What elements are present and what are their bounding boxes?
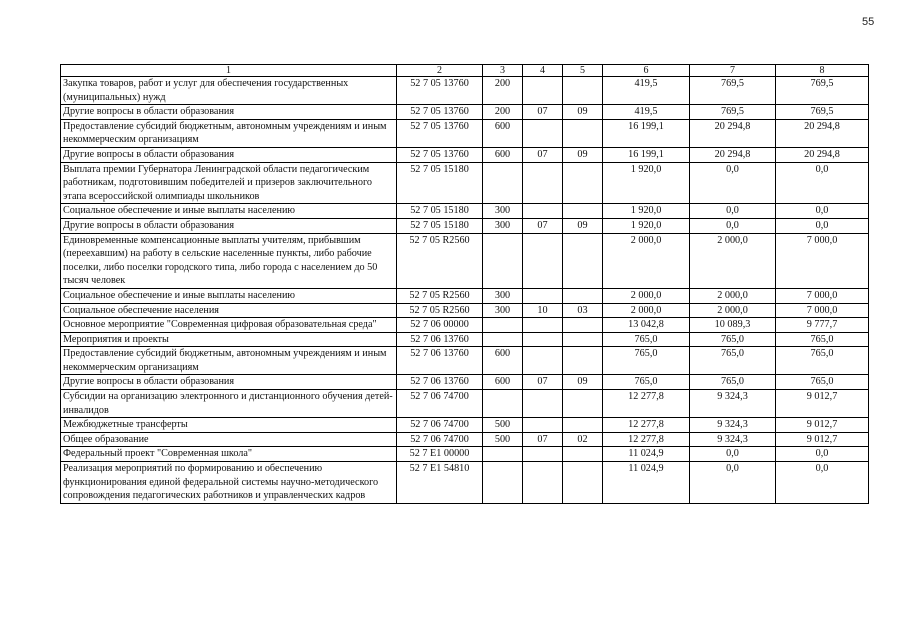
subsection-cell — [563, 204, 603, 219]
table-row — [61, 162, 869, 204]
section-cell: 07 — [523, 218, 563, 233]
target-article-cell: 52 7 05 R2560 — [397, 233, 483, 288]
amount-col8-cell: 9 012,7 — [776, 418, 869, 433]
amount-col7-cell: 0,0 — [690, 204, 776, 219]
subsection-cell — [563, 462, 603, 504]
amount-col6-cell: 12 277,8 — [603, 390, 690, 418]
subsection-cell — [563, 318, 603, 333]
table-row — [61, 105, 869, 120]
table-row — [61, 204, 869, 219]
subsection-cell — [563, 233, 603, 288]
row-name-cell: Социальное обеспечение населения — [61, 303, 397, 318]
target-article-cell: 52 7 05 R2560 — [397, 288, 483, 303]
target-article-cell: 52 7 05 13760 — [397, 119, 483, 147]
row-name-cell: Единовременные компенсационные выплаты учителям, прибывшим (переехавшим) на работу в сельские населенные пункты, либо рабочие поселки, либо поселки городского типа, либо города с населением до 50 тысяч человек — [61, 233, 397, 288]
row-name-cell: Другие вопросы в области образования — [61, 375, 397, 390]
table-row — [61, 233, 869, 288]
header-cell-7: 7 — [690, 65, 776, 77]
amount-col6-cell: 419,5 — [603, 105, 690, 120]
header-cell-6: 6 — [603, 65, 690, 77]
section-cell — [523, 332, 563, 347]
table-row — [61, 318, 869, 333]
amount-col8-cell: 0,0 — [776, 462, 869, 504]
amount-col7-cell: 20 294,8 — [690, 119, 776, 147]
row-name-cell: Федеральный проект "Современная школа" — [61, 447, 397, 462]
amount-col7-cell: 769,5 — [690, 77, 776, 105]
target-article-cell: 52 7 06 13760 — [397, 332, 483, 347]
target-article-cell: 52 7 E1 54810 — [397, 462, 483, 504]
section-cell — [523, 162, 563, 204]
subsection-cell — [563, 162, 603, 204]
amount-col7-cell: 0,0 — [690, 462, 776, 504]
expense-type-cell — [483, 162, 523, 204]
table-row — [61, 347, 869, 375]
row-name-cell: Основное мероприятие "Современная цифровая образовательная среда" — [61, 318, 397, 333]
subsection-cell: 09 — [563, 375, 603, 390]
amount-col8-cell: 0,0 — [776, 162, 869, 204]
amount-col8-cell: 765,0 — [776, 375, 869, 390]
header-cell-3: 3 — [483, 65, 523, 77]
amount-col7-cell: 2 000,0 — [690, 288, 776, 303]
header-row — [61, 65, 869, 77]
amount-col8-cell: 9 777,7 — [776, 318, 869, 333]
expense-type-cell — [483, 332, 523, 347]
section-cell — [523, 462, 563, 504]
subsection-cell — [563, 447, 603, 462]
amount-col6-cell: 11 024,9 — [603, 462, 690, 504]
expense-type-cell — [483, 447, 523, 462]
amount-col8-cell: 7 000,0 — [776, 288, 869, 303]
amount-col6-cell: 765,0 — [603, 375, 690, 390]
amount-col7-cell: 20 294,8 — [690, 147, 776, 162]
amount-col7-cell: 9 324,3 — [690, 390, 776, 418]
subsection-cell — [563, 77, 603, 105]
amount-col8-cell: 765,0 — [776, 332, 869, 347]
expense-type-cell: 200 — [483, 77, 523, 105]
amount-col6-cell: 765,0 — [603, 347, 690, 375]
table-row — [61, 332, 869, 347]
row-name-cell: Предоставление субсидий бюджетным, автономным учреждениям и иным некоммерческим организациям — [61, 347, 397, 375]
amount-col7-cell: 10 089,3 — [690, 318, 776, 333]
section-cell: 07 — [523, 147, 563, 162]
target-article-cell: 52 7 06 00000 — [397, 318, 483, 333]
amount-col6-cell: 12 277,8 — [603, 418, 690, 433]
amount-col8-cell: 9 012,7 — [776, 390, 869, 418]
table-row — [61, 432, 869, 447]
table-row — [61, 77, 869, 105]
amount-col6-cell: 2 000,0 — [603, 303, 690, 318]
expense-type-cell: 500 — [483, 418, 523, 433]
header-cell-4: 4 — [523, 65, 563, 77]
row-name-cell: Реализация мероприятий по формированию и обеспечению функционирования единой федеральной системы научно-методического сопровождения педагогических работников и управленческих кадров — [61, 462, 397, 504]
target-article-cell: 52 7 05 13760 — [397, 147, 483, 162]
section-cell — [523, 418, 563, 433]
header-cell-2: 2 — [397, 65, 483, 77]
expense-type-cell: 600 — [483, 347, 523, 375]
target-article-cell: 52 7 05 15180 — [397, 218, 483, 233]
amount-col8-cell: 769,5 — [776, 77, 869, 105]
row-name-cell: Социальное обеспечение и иные выплаты населению — [61, 204, 397, 219]
row-name-cell: Другие вопросы в области образования — [61, 147, 397, 162]
table-row — [61, 218, 869, 233]
target-article-cell: 52 7 06 74700 — [397, 432, 483, 447]
target-article-cell: 52 7 05 R2560 — [397, 303, 483, 318]
table-row — [61, 147, 869, 162]
amount-col6-cell: 16 199,1 — [603, 119, 690, 147]
table-row — [61, 462, 869, 504]
row-name-cell: Социальное обеспечение и иные выплаты населению — [61, 288, 397, 303]
amount-col7-cell: 0,0 — [690, 218, 776, 233]
amount-col6-cell: 2 000,0 — [603, 233, 690, 288]
expense-type-cell: 200 — [483, 105, 523, 120]
table-body — [61, 77, 869, 504]
amount-col7-cell: 765,0 — [690, 347, 776, 375]
section-cell — [523, 77, 563, 105]
target-article-cell: 52 7 E1 00000 — [397, 447, 483, 462]
target-article-cell: 52 7 06 74700 — [397, 418, 483, 433]
amount-col6-cell: 12 277,8 — [603, 432, 690, 447]
subsection-cell — [563, 288, 603, 303]
table-row — [61, 375, 869, 390]
expense-type-cell — [483, 233, 523, 288]
target-article-cell: 52 7 05 13760 — [397, 105, 483, 120]
row-name-cell: Выплата премии Губернатора Ленинградской области педагогическим работникам, подготовившим победителей и призеров заключительного этапа всероссийской олимпиады школьников — [61, 162, 397, 204]
header-cell-1: 1 — [61, 65, 397, 77]
section-cell: 07 — [523, 105, 563, 120]
amount-col8-cell: 7 000,0 — [776, 303, 869, 318]
expense-type-cell: 300 — [483, 303, 523, 318]
subsection-cell: 03 — [563, 303, 603, 318]
target-article-cell: 52 7 06 13760 — [397, 347, 483, 375]
row-name-cell: Другие вопросы в области образования — [61, 105, 397, 120]
amount-col7-cell: 0,0 — [690, 447, 776, 462]
section-cell — [523, 447, 563, 462]
expense-type-cell: 600 — [483, 147, 523, 162]
amount-col8-cell: 765,0 — [776, 347, 869, 375]
subsection-cell: 09 — [563, 105, 603, 120]
budget-table — [60, 64, 869, 504]
amount-col6-cell: 2 000,0 — [603, 288, 690, 303]
expense-type-cell: 300 — [483, 218, 523, 233]
expense-type-cell — [483, 462, 523, 504]
amount-col6-cell: 419,5 — [603, 77, 690, 105]
amount-col8-cell: 0,0 — [776, 204, 869, 219]
amount-col7-cell: 769,5 — [690, 105, 776, 120]
header-cell-5: 5 — [563, 65, 603, 77]
amount-col7-cell: 2 000,0 — [690, 233, 776, 288]
target-article-cell: 52 7 05 15180 — [397, 162, 483, 204]
row-name-cell: Закупка товаров, работ и услуг для обеспечения государственных (муниципальных) нужд — [61, 77, 397, 105]
amount-col7-cell: 765,0 — [690, 332, 776, 347]
table-row — [61, 119, 869, 147]
section-cell — [523, 119, 563, 147]
expense-type-cell — [483, 390, 523, 418]
expense-type-cell — [483, 318, 523, 333]
amount-col8-cell: 20 294,8 — [776, 147, 869, 162]
table-row — [61, 288, 869, 303]
section-cell — [523, 233, 563, 288]
target-article-cell: 52 7 05 15180 — [397, 204, 483, 219]
header-cell-8: 8 — [776, 65, 869, 77]
section-cell — [523, 204, 563, 219]
expense-type-cell: 300 — [483, 204, 523, 219]
table-row — [61, 303, 869, 318]
subsection-cell — [563, 332, 603, 347]
amount-col7-cell: 9 324,3 — [690, 418, 776, 433]
section-cell — [523, 390, 563, 418]
section-cell — [523, 318, 563, 333]
amount-col8-cell: 9 012,7 — [776, 432, 869, 447]
expense-type-cell: 500 — [483, 432, 523, 447]
target-article-cell: 52 7 06 13760 — [397, 375, 483, 390]
subsection-cell — [563, 347, 603, 375]
row-name-cell: Предоставление субсидий бюджетным, автономным учреждениям и иным некоммерческим организациям — [61, 119, 397, 147]
amount-col8-cell: 7 000,0 — [776, 233, 869, 288]
amount-col6-cell: 13 042,8 — [603, 318, 690, 333]
amount-col6-cell: 1 920,0 — [603, 218, 690, 233]
amount-col6-cell: 11 024,9 — [603, 447, 690, 462]
section-cell: 07 — [523, 375, 563, 390]
section-cell: 07 — [523, 432, 563, 447]
row-name-cell: Общее образование — [61, 432, 397, 447]
subsection-cell — [563, 418, 603, 433]
amount-col7-cell: 765,0 — [690, 375, 776, 390]
target-article-cell: 52 7 06 74700 — [397, 390, 483, 418]
amount-col6-cell: 1 920,0 — [603, 204, 690, 219]
page-number: 55 — [862, 16, 875, 28]
subsection-cell: 09 — [563, 218, 603, 233]
expense-type-cell: 300 — [483, 288, 523, 303]
amount-col7-cell: 2 000,0 — [690, 303, 776, 318]
table-row — [61, 418, 869, 433]
amount-col7-cell: 9 324,3 — [690, 432, 776, 447]
table-row — [61, 447, 869, 462]
subsection-cell — [563, 390, 603, 418]
subsection-cell: 09 — [563, 147, 603, 162]
subsection-cell: 02 — [563, 432, 603, 447]
expense-type-cell: 600 — [483, 375, 523, 390]
section-cell: 10 — [523, 303, 563, 318]
amount-col6-cell: 16 199,1 — [603, 147, 690, 162]
table-row — [61, 390, 869, 418]
amount-col8-cell: 0,0 — [776, 447, 869, 462]
row-name-cell: Субсидии на организацию электронного и дистанционного обучения детей-инвалидов — [61, 390, 397, 418]
amount-col8-cell: 0,0 — [776, 218, 869, 233]
row-name-cell: Мероприятия и проекты — [61, 332, 397, 347]
amount-col6-cell: 765,0 — [603, 332, 690, 347]
subsection-cell — [563, 119, 603, 147]
amount-col7-cell: 0,0 — [690, 162, 776, 204]
amount-col8-cell: 20 294,8 — [776, 119, 869, 147]
section-cell — [523, 347, 563, 375]
row-name-cell: Межбюджетные трансферты — [61, 418, 397, 433]
section-cell — [523, 288, 563, 303]
expense-type-cell: 600 — [483, 119, 523, 147]
amount-col8-cell: 769,5 — [776, 105, 869, 120]
amount-col6-cell: 1 920,0 — [603, 162, 690, 204]
target-article-cell: 52 7 05 13760 — [397, 77, 483, 105]
row-name-cell: Другие вопросы в области образования — [61, 218, 397, 233]
